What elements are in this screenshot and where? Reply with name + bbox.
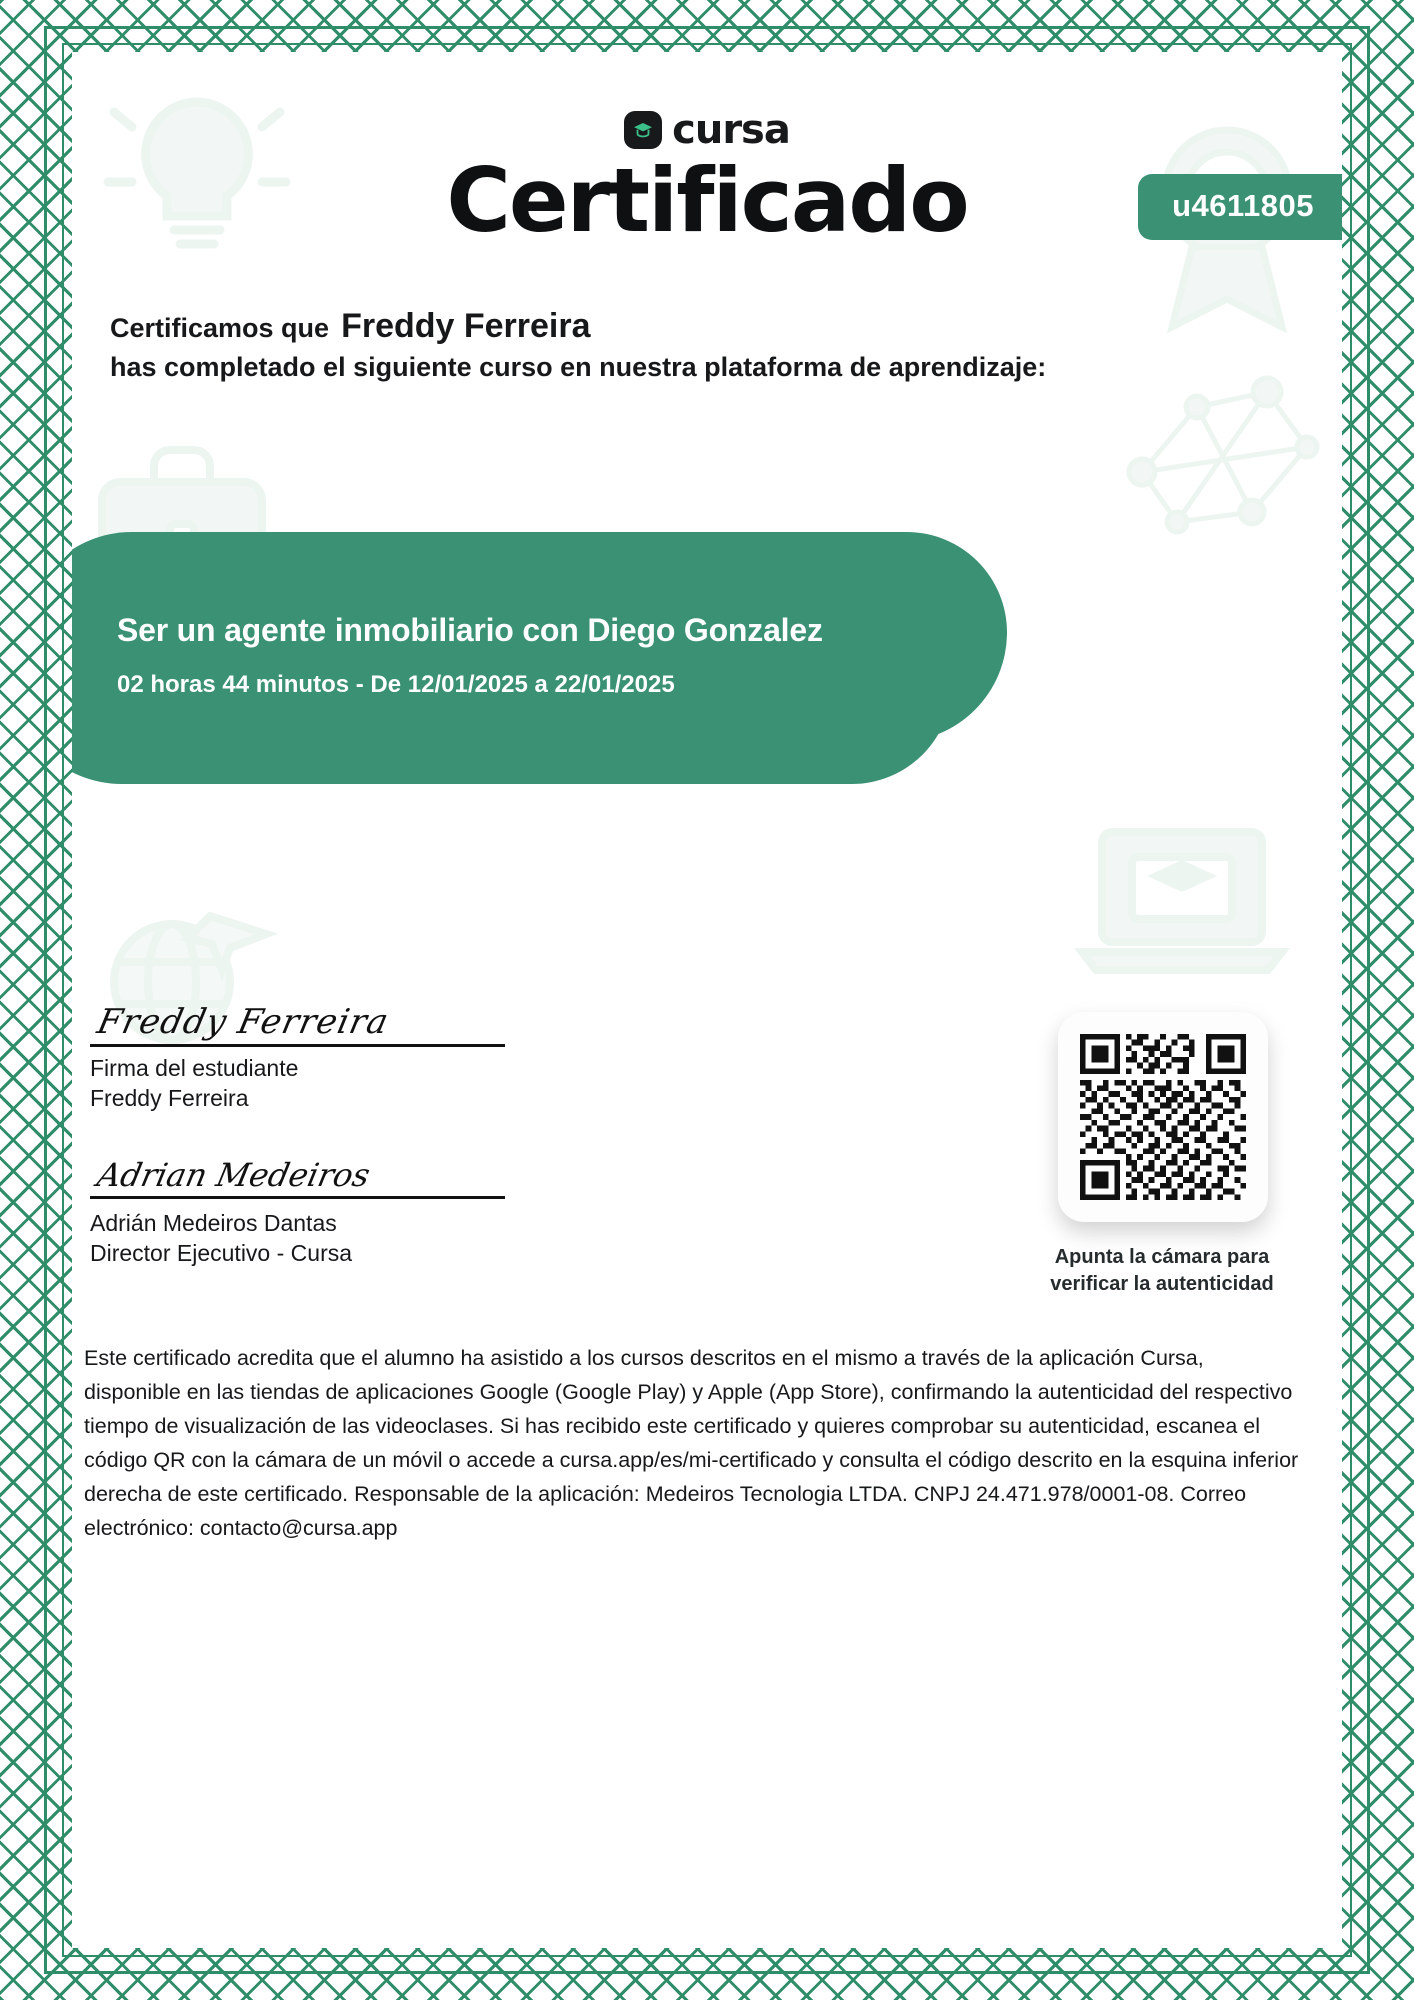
director-signature-role: Director Ejecutivo - Cursa — [90, 1239, 353, 1266]
brand-logo-text: cursa — [672, 107, 790, 153]
student-signature-name: Freddy Ferreira — [90, 1084, 249, 1111]
director-signature-script: Adrian Medeiros — [93, 1155, 374, 1194]
signature-block-director — [90, 1156, 570, 1269]
certify-lead-text: Certificamos que — [110, 313, 330, 343]
student-signature-role: Firma del estudiante — [90, 1055, 299, 1081]
student-name: Freddy Ferreira — [341, 307, 591, 345]
certificate-code-badge: u4611805 — [1138, 174, 1342, 240]
qr-caption: Apunta la cámara para verificar la autenticidad — [1050, 1246, 1274, 1295]
qr-code-card[interactable] — [1058, 1012, 1268, 1222]
student-signature-script: Freddy Ferreira — [93, 1002, 393, 1042]
brand-logo — [72, 107, 1342, 153]
course-duration-dates: 02 horas 44 minutos - De 12/01/2025 a 22/01/2025 — [117, 671, 675, 698]
certify-second-line: has completado el siguiente curso en nuestra plataforma de aprendizaje: — [110, 352, 1047, 382]
signature-rule — [90, 1044, 505, 1047]
qr-code-icon — [1080, 1034, 1246, 1200]
certificate-content — [72, 52, 1342, 1948]
signature-block-student — [90, 1002, 570, 1114]
signature-rule — [90, 1196, 505, 1199]
course-banner — [72, 532, 1022, 792]
course-title: Ser un agente inmobiliario con Diego Gonzalez — [117, 612, 823, 648]
page-title: Certificado — [446, 149, 968, 252]
signatures-area — [90, 1002, 570, 1269]
disclaimer-text: Este certificado acredita que el alumno ha asistido a los cursos descritos en el mismo a través de la aplicación Cursa, disponible en las tiendas de aplicaciones Google (Google Play) y Apple (App Store), confirmando la autenticidad del respectivo tiempo de visualización de las videoclases. Si has recibido este certificado y quieres comprobar su autenticidad, escanea el código QR con la cámara de un móvil o accede a cursa.app/es/mi-certificado y consulta el código descrito en la esquina inferior derecha de este certificado. Responsable de la aplicación: Medeiros Tecnologia LTDA. CNPJ 24.471.978/0001-08. Correo electrónico: contacto@cursa.app — [84, 1346, 1299, 1540]
laptop-graduation-watermark-icon — [1062, 802, 1302, 982]
banner-text-group — [117, 612, 962, 699]
graduation-cap-icon — [624, 111, 662, 149]
director-signature-name: Adrián Medeiros Dantas — [90, 1209, 337, 1236]
recipient-block — [110, 307, 1302, 383]
